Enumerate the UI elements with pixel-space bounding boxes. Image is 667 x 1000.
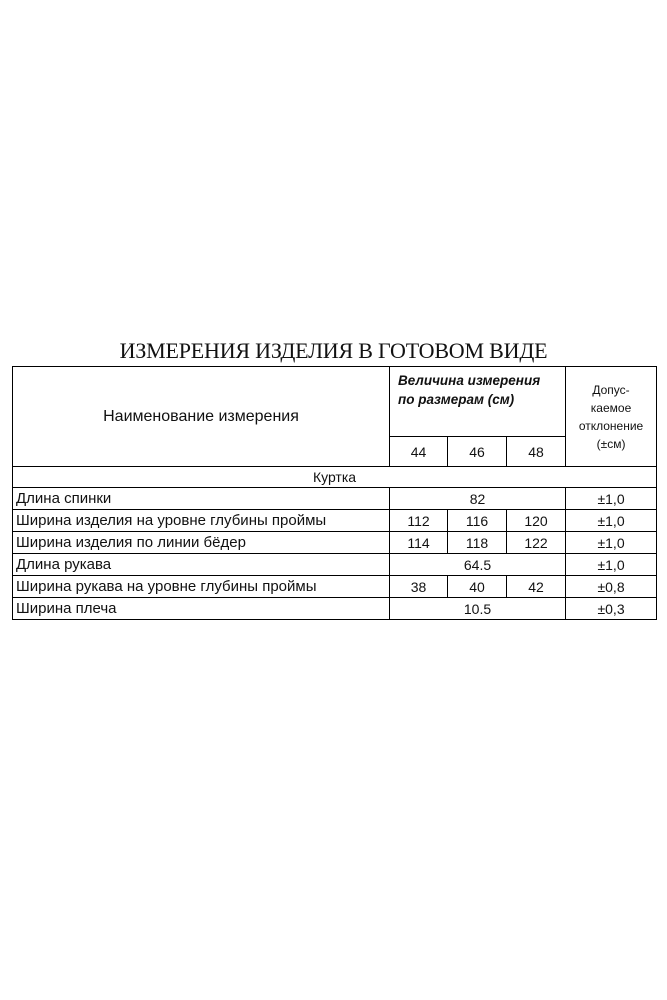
size-46: 46 — [448, 437, 507, 467]
section-row — [13, 467, 657, 488]
header-deviation-cell — [566, 367, 657, 467]
measurements-table — [12, 366, 657, 620]
header-name-label: Наименование измерения — [103, 407, 299, 425]
header-deviation-line2: каемое — [590, 400, 632, 415]
row-merged-value: 10.5 — [390, 598, 566, 620]
row-value-48: 122 — [507, 532, 566, 554]
row-deviation: ±1,0 — [566, 532, 657, 554]
table-row — [13, 510, 657, 532]
row-name: Длина рукава — [13, 554, 390, 576]
page-title: ИЗМЕРЕНИЯ ИЗДЕЛИЯ В ГОТОВОМ ВИДЕ — [119, 338, 548, 363]
section-label: Куртка — [13, 467, 657, 488]
row-merged-value: 64.5 — [390, 554, 566, 576]
row-name: Ширина рукава на уровне глубины проймы — [13, 576, 390, 598]
header-deviation-line3: отклонение — [578, 418, 644, 433]
row-value-44: 112 — [390, 510, 448, 532]
row-name: Длина спинки — [13, 488, 390, 510]
header-name-cell — [13, 367, 390, 467]
row-value-44: 114 — [390, 532, 448, 554]
table-row — [13, 576, 657, 598]
size-44: 44 — [390, 437, 448, 467]
table-row — [13, 488, 657, 510]
row-deviation: ±1,0 — [566, 488, 657, 510]
row-deviation: ±1,0 — [566, 510, 657, 532]
row-name: Ширина изделия на уровне глубины проймы — [13, 510, 390, 532]
table-row — [13, 554, 657, 576]
size-48: 48 — [507, 437, 566, 467]
header-deviation-line1: Допус- — [592, 382, 630, 397]
row-value-46: 116 — [448, 510, 507, 532]
row-name: Ширина плеча — [13, 598, 390, 620]
row-name: Ширина изделия по линии бёдер — [13, 532, 390, 554]
header-row — [13, 367, 657, 437]
header-size-line2: по размерам (см) — [398, 392, 515, 407]
row-value-48: 120 — [507, 510, 566, 532]
header-deviation-line4: (±см) — [596, 436, 626, 451]
row-value-48: 42 — [507, 576, 566, 598]
row-value-46: 40 — [448, 576, 507, 598]
row-value-46: 118 — [448, 532, 507, 554]
header-size-line1: Величина измерения — [398, 373, 541, 388]
row-deviation: ±1,0 — [566, 554, 657, 576]
table-row — [13, 598, 657, 620]
header-size-cell — [390, 367, 566, 437]
row-deviation: ±0,3 — [566, 598, 657, 620]
row-merged-value: 82 — [390, 488, 566, 510]
table-row — [13, 532, 657, 554]
row-value-44: 38 — [390, 576, 448, 598]
row-deviation: ±0,8 — [566, 576, 657, 598]
